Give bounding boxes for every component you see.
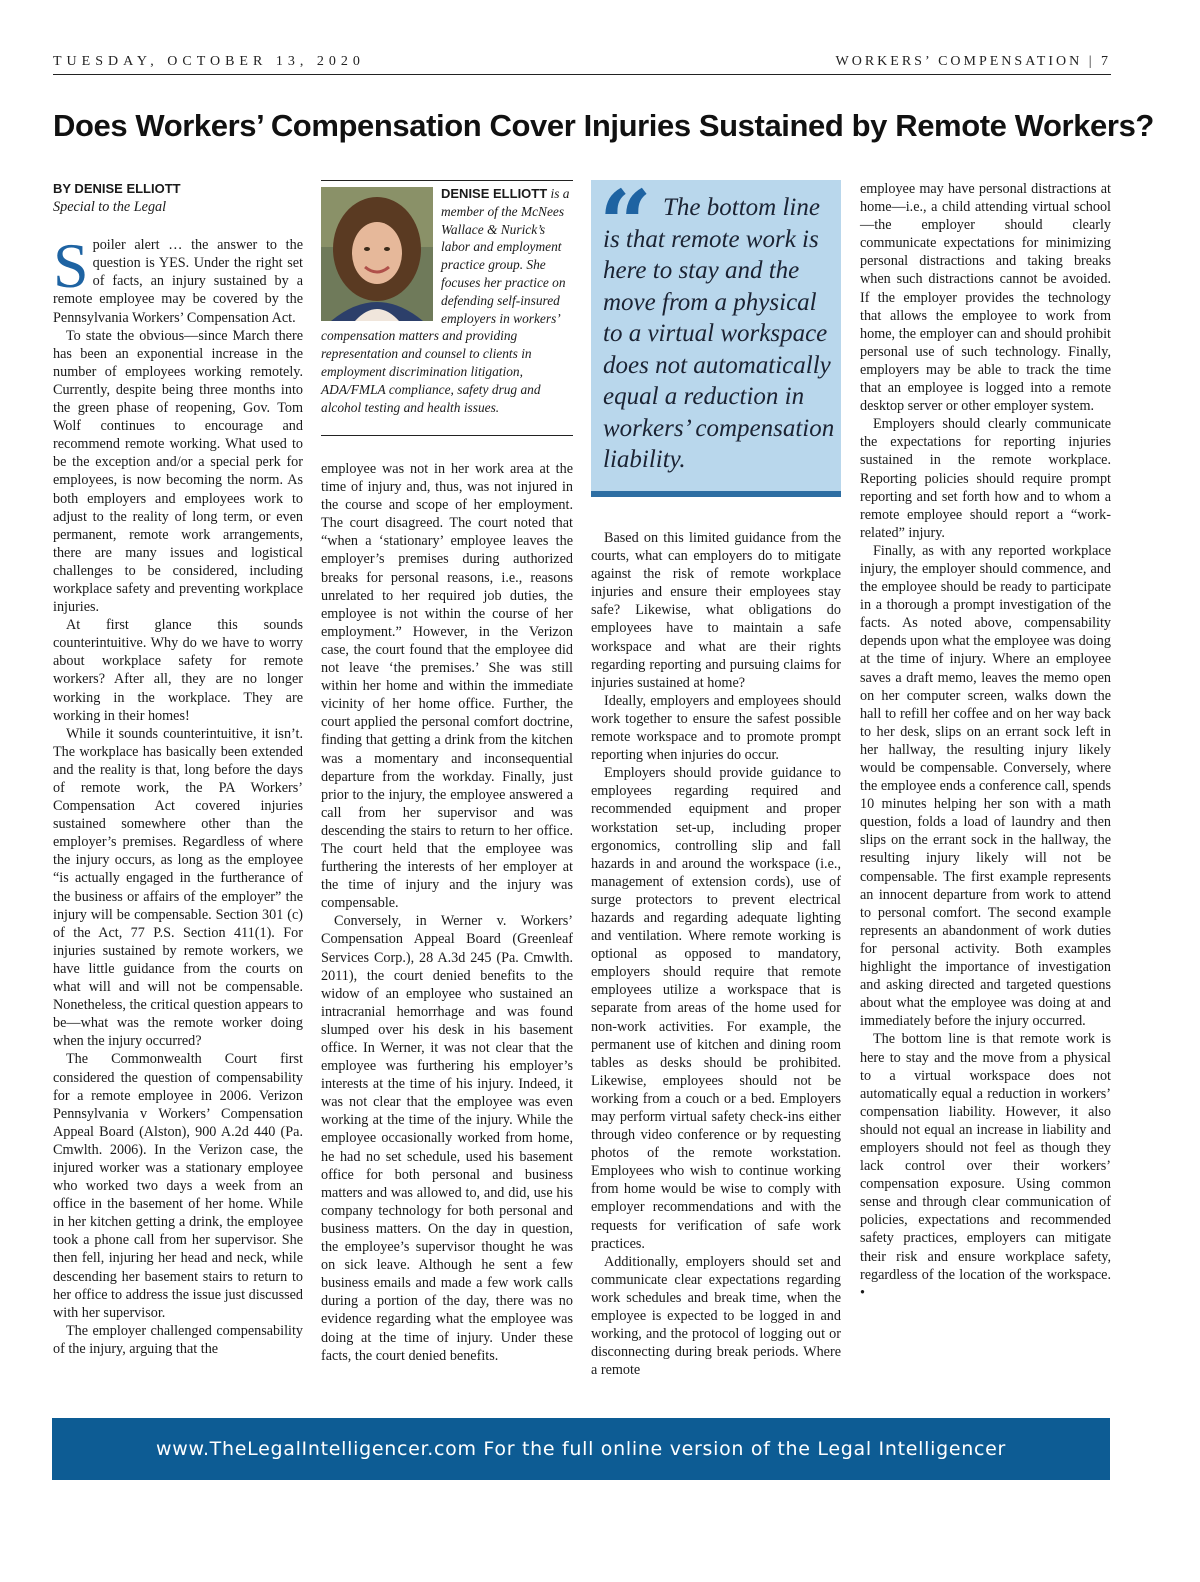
paragraph: Ideally, employers and employees should work together to ensure the safest possible remote workspace and to promote prompt reporting when injuries do occur. <box>591 692 841 764</box>
byline-author: BY DENISE ELLIOTT <box>53 181 181 196</box>
paragraph: While it sounds counterintuitive, it isn’t. The workplace has basically been extended and the reality is that, long before the days of remote work, the PA Workers’ Compensation Act covered injuries sustained somewhere other than the employer’s premises. Regardless of where the injury occurs, as long as the employee “is actually engaged in the furtherance of the business or affairs of the employer” the injury will be compensable. Section 301 (c) of the Act, 77 P.S. Section 411(1). For injuries sustained by remote workers, we have little guidance from the courts on what will and will not be compensable. Nonetheless, the critical question appears to be—what was the remote worker doing when the injury occurred? <box>53 725 303 1050</box>
drop-cap: S <box>53 230 89 302</box>
lead-text: poiler alert … the answer to the question is YES. Under the right set of facts, an injury sustained by a remote employee may be covered by the Pennsylvania Workers’ Compensation Act. <box>53 237 303 326</box>
pull-quote-body: The bottom line is that remote work is here to stay and the move from a physical to a virtual workspace does not automatically equal a reduction in workers’ compensation liability. <box>603 194 835 473</box>
bio-name: DENISE ELLIOTT <box>441 186 548 201</box>
article-column-1 <box>53 180 303 1358</box>
lead-paragraph <box>53 230 303 326</box>
paragraph: Employers should provide guidance to employees regarding required and recommended equipment and proper workstation set-up, including proper ergonomics, controlling slip and fall hazards in and around the workspace (i.e., management of extension cords), use of surge protectors to prevent electrical hazards and regarding adequate lighting and ventilation. Where remote working is optional as opposed to mandatory, employers should require that remote employees utilize a workspace that is separate from areas of the home used for non-work activities. For example, the permanent use of kitchen and dining room tables as desks should be prohibited. Likewise, employees should not be working from a couch or a bed. Employers may perform virtual safety check-ins either through video conference or by requesting photos of the remote workstation. Employees who wish to continue working from home would be wise to comply with employer recommendations and with the requests for verification of safe work practices. <box>591 765 841 1252</box>
paragraph: Based on this limited guidance from the courts, what can employers do to mitigate against the risk of remote workplace injuries and ensure their employees stay safe? Likewise, what obligations do employees have to maintain a safe workspace and what are their rights regarding reporting and pursuing claims for injuries sustained at home? <box>591 530 841 691</box>
article-headline: Does Workers’ Compensation Cover Injuries Sustained by Remote Workers? <box>53 108 1154 143</box>
paragraph: At first glance this sounds counterintuitive. Why do we have to worry about workplace safety for remote workers? After all, they are no longer working in the workplace. They are working in their homes! <box>53 617 303 724</box>
article-column-4 <box>860 180 1111 1302</box>
issue-date: TUESDAY, OCTOBER 13, 2020 <box>53 54 365 69</box>
paragraph: employee may have personal distractions at home—i.e., a child attending virtual school—the employer should clearly communicate expectations for minimizing personal distractions and taking breaks when such distractions cannot be avoided. If the employer provides the technology that allows the employee to work from home, the employer can and should prohibit personal use of such technology. Finally, employers may be able to track the time that an employee is logged into a remote desktop server or other employer system. <box>860 181 1111 415</box>
paragraph: Conversely, in Werner v. Workers’ Compensation Appeal Board (Greenleaf Services Corp.), 28 A.3d 245 (Pa. Cmwlth. 2011), the court denied benefits to the widow of an employee who sustained an intracranial hemorrhage and was found slumped over his desk in his basement office. In Werner, it was not clear that the employee was furthering his employer’s interests at the time of his injury. Indeed, it was not clear that the employee was even working at the time of the injury. While the employee occasionally worked from home, he had no set schedule, used his basement office for both personal and business matters and was allowed to, and did, use his company technology for both personal and business matters. On the day in question, the employee’s supervisor thought he was on sick leave. Although he sent a few business emails and made a few work calls during a portion of the day, there was no evidence regarding what the employee was doing at the time of injury. Under these facts, the court denied benefits. <box>321 913 573 1364</box>
author-bio-box <box>321 180 573 436</box>
paragraph: The employer challenged compensability of the injury, arguing that the <box>53 1322 303 1357</box>
paragraph: Additionally, employers should set and communicate clear expectations regarding work schedules and break time, when the employee is expected to be logged in and working, and the protocol of logging out or disconnecting during break periods. Where a remote <box>591 1253 841 1379</box>
article-column-2 <box>321 460 573 1365</box>
quote-mark-icon: “ <box>599 170 652 278</box>
article-column-3 <box>591 529 841 1379</box>
paragraph: The bottom line is that remote work is here to stay and the move from a physical to a virtual workspace does not automatically equal a reduction in workers’ compensation liability. However, it also should not equal an increase in liability and employers should not feel as though they lack control over their workers’ compensation exposure. Using common sense and through clear communication of policies, expectations and recommended safety practices, employers can mitigate their risk and ensure workplace safety, regardless of the location of the workspace. • <box>860 1031 1111 1301</box>
paragraph: employee was not in her work area at the time of injury and, thus, was not injured in the course and scope of her employment. The court disagreed. The court noted that “when a ‘stationary’ employee leaves the employer’s premises during authorized breaks for personal reasons, i.e., reasons unrelated to her required job duties, the employee is not within the course of her employment.” However, in the Verizon case, the court found that the employee did not leave ‘the premises.’ She was still within her home and within the immediate vicinity of her home office. Further, the court applied the personal comfort doctrine, finding that getting a drink from the kitchen was a momentary and inconsequential departure from the workday. Finally, just prior to the injury, the employee answered a call from her supervisor and was descending the stairs to return to her office. The court held that the employee was furthering the interests of her employer at the time of injury and the injury was compensable. <box>321 461 573 912</box>
byline-affiliation: Special to the Legal <box>53 199 167 216</box>
paragraph: Employers should clearly communicate the expectations for reporting injuries sustained in the remote workplace. Reporting policies should require prompt reporting and set forth how and to whom a remote employee should report a “work-related” injury. <box>860 416 1111 541</box>
pull-quote <box>591 170 841 497</box>
bio-description: is a member of the McNees Wallace & Nurick’s labor and employment practice group. She focuses her practice on defending self-insured employers in workers’ compensation matters and providing representation and counsel to clients in employment discrimination litigation, ADA/FMLA compliance, safety drug and alcohol testing and health issues. <box>321 186 570 415</box>
author-photo <box>321 187 433 321</box>
page-header <box>53 52 1111 75</box>
paragraph: Finally, as with any reported workplace injury, the employer should commence, and the employee should be ready to participate in a thorough a prompt investigation of the facts. As noted above, compensability depends upon what the employee was doing at the time of injury. Where an employee saves a draft memo, leaves the memo open on her computer screen, walks down the hall to refill her coffee and on her way back to her desk, slips on an errant sock left in her hallway, the resulting injury likely would be compensable. Conversely, where the employee ends a conference call, spends 10 minutes helping her son with a math question, folds a load of laundry and then slips on the errant sock in the hallway, the resulting injury likely will not be compensable. The first example represents an innocent departure from work to attend to personal comfort. The second example represents an abandonment of work duties for personal activity. Both examples highlight the importance of investigation and asking directed and targeted questions about what the employee was doing at and immediately before the injury occurred. <box>860 542 1111 1030</box>
pull-quote-text <box>603 192 835 476</box>
footer-banner[interactable] <box>52 1418 1110 1480</box>
paragraph: The Commonwealth Court first considered the question of compensability for a remote employee in 2006. Verizon Pennsylvania v Workers’ Compensation Appeal Board (Alston), 900 A.2d 440 (Pa. Cmwlth. 2006). In the Verizon case, the injured worker was a stationary employee who worked two days a week from an office in the basement of her home. While in her kitchen getting a drink, the employee took a phone call from her supervisor. She then fell, injuring her head and neck, while descending her basement stairs to return to her office to address the issue just discussed with her supervisor. <box>53 1051 303 1321</box>
paragraph: To state the obvious—since March there has been an exponential increase in the number of employees working remotely. Currently, despite being three months into the green phase of reopening, Gov. Tom Wolf continues to encourage and recommend remote working. What used to be the exception and/or a special perk for employees, is now becoming the norm. As both employers and employees work to adjust to the reality of long term, or even permanent, remote work arrangements, there are many issues and logistical challenges to be considered, including workplace safety and preventing workplace injuries. <box>53 327 303 616</box>
footer-link-text[interactable]: www.TheLegalIntelligencer.com For the full online version of the Legal Intelligencer <box>155 1438 1007 1460</box>
section-page-label: WORKERS’ COMPENSATION | 7 <box>835 54 1111 69</box>
